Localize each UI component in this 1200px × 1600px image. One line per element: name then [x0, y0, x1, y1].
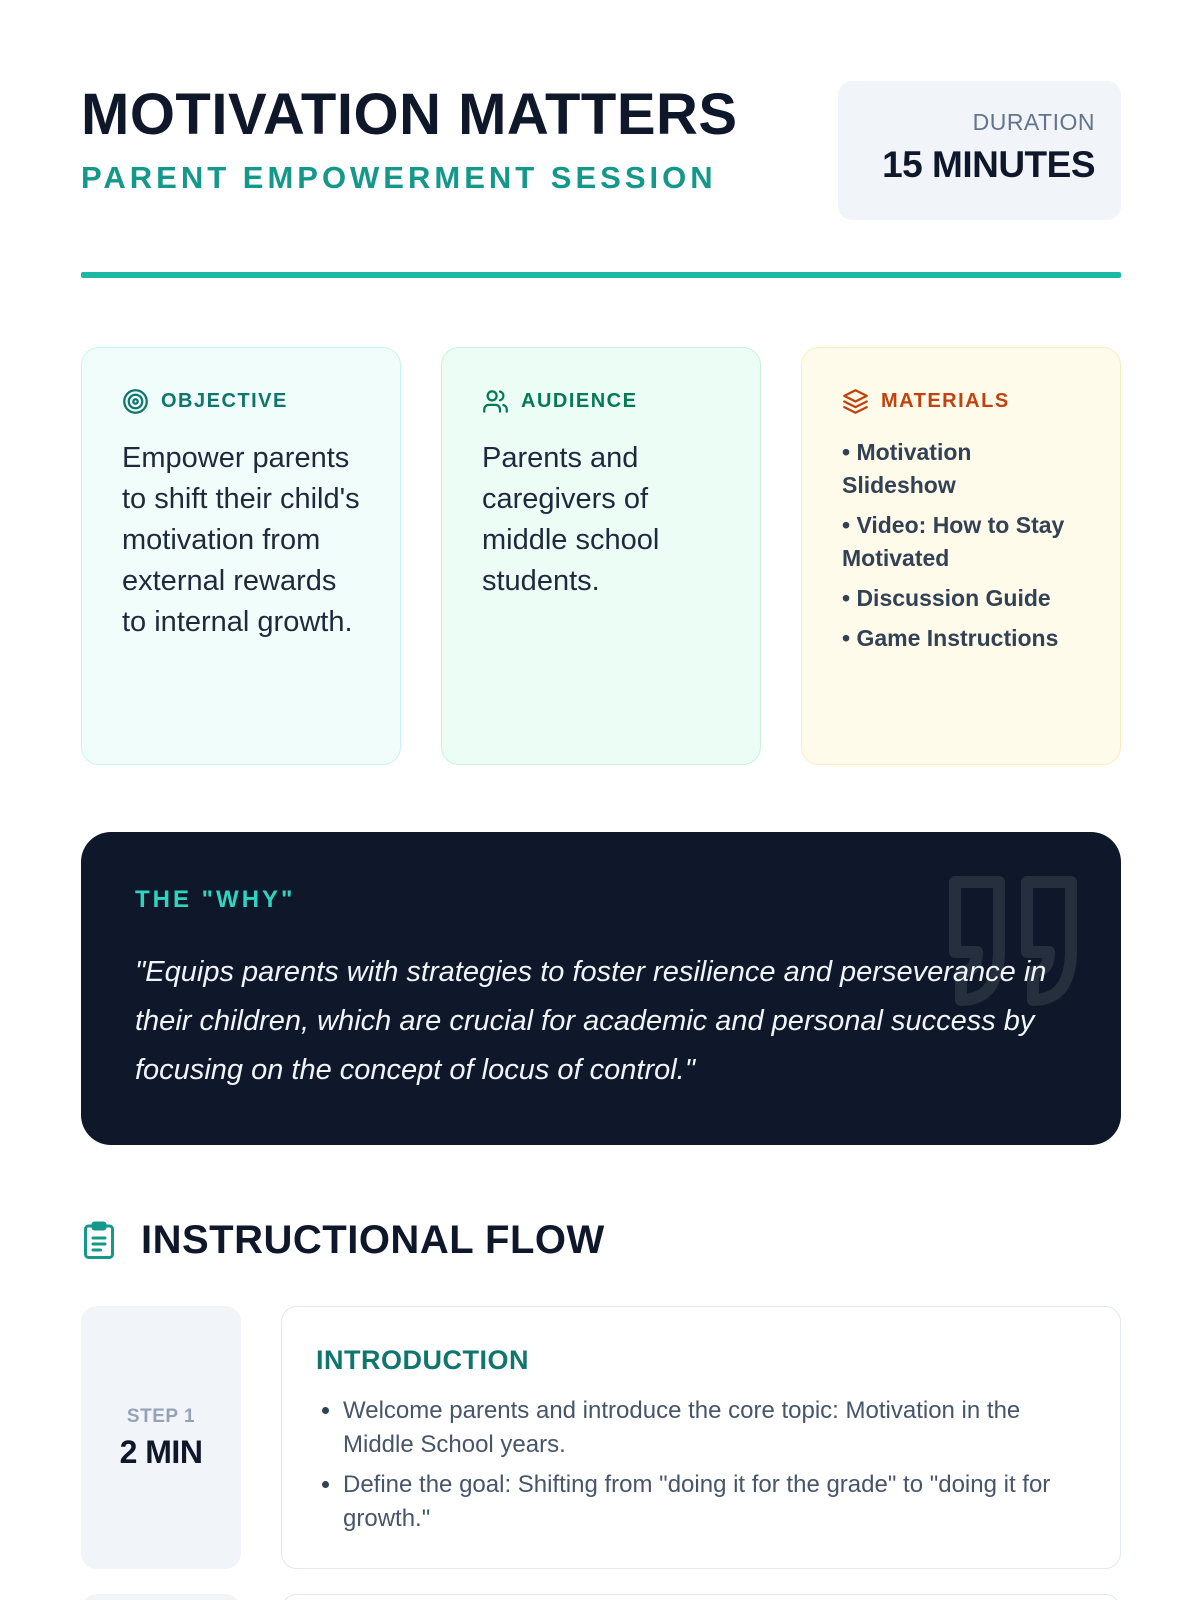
materials-item: • Game Instructions: [842, 625, 1059, 651]
why-label: THE "WHY": [135, 886, 296, 913]
step-bullet: • Welcome parents and introduce the core topic: Motivation in the Middle School years.: [343, 1394, 1086, 1462]
audience-card: [441, 347, 761, 765]
materials-item: • Discussion Guide: [842, 585, 1051, 611]
step-duration: 2 MIN: [119, 1434, 203, 1470]
step-card: [281, 1306, 1121, 1569]
objective-text: Empower parents to shift their child's motivation from external rewards to internal growth.: [122, 442, 360, 638]
page-subtitle: PARENT EMPOWERMENT SESSION: [81, 160, 717, 195]
users-icon: [482, 388, 509, 415]
duration-badge: [838, 81, 1121, 220]
step-time-box: [81, 1306, 241, 1569]
materials-item: • Motivation Slideshow: [842, 439, 972, 498]
audience-label: AUDIENCE: [521, 389, 638, 412]
duration-label: DURATION: [972, 109, 1095, 135]
flow-heading: [81, 1218, 605, 1263]
header-divider: [81, 272, 1121, 278]
flow-title: INSTRUCTIONAL FLOW: [141, 1218, 605, 1262]
materials-card: [801, 347, 1121, 765]
target-icon: [122, 388, 149, 415]
layers-icon: [842, 388, 869, 415]
objective-label: OBJECTIVE: [161, 389, 288, 412]
step-label: STEP 1: [126, 1406, 196, 1427]
clipboard-icon: [81, 1221, 117, 1261]
duration-value: 15 MINUTES: [882, 144, 1095, 185]
step-bullets: [316, 1394, 1086, 1536]
page-title: MOTIVATION MATTERS: [81, 82, 738, 147]
materials-item: • Video: How to Stay Motivated: [842, 512, 1065, 571]
step-title: INTRODUCTION: [316, 1345, 529, 1375]
lesson-plan-page: [81, 0, 1121, 1600]
objective-card: [81, 347, 401, 765]
audience-text: Parents and caregivers of middle school students.: [482, 442, 660, 597]
next-step-card: [281, 1594, 1121, 1600]
next-step-time-box: [81, 1594, 241, 1600]
step-bullet: • Define the goal: Shifting from "doing it for the grade" to "doing it for growth.": [343, 1468, 1086, 1536]
materials-list: [842, 436, 1080, 655]
why-panel: [81, 832, 1121, 1145]
materials-label: MATERIALS: [881, 389, 1010, 412]
why-quote: "Equips parents with strategies to foster resilience and perseverance in their children, which are crucial for academic and personal success by focusing on the concept of locus of control.": [135, 956, 1047, 1086]
